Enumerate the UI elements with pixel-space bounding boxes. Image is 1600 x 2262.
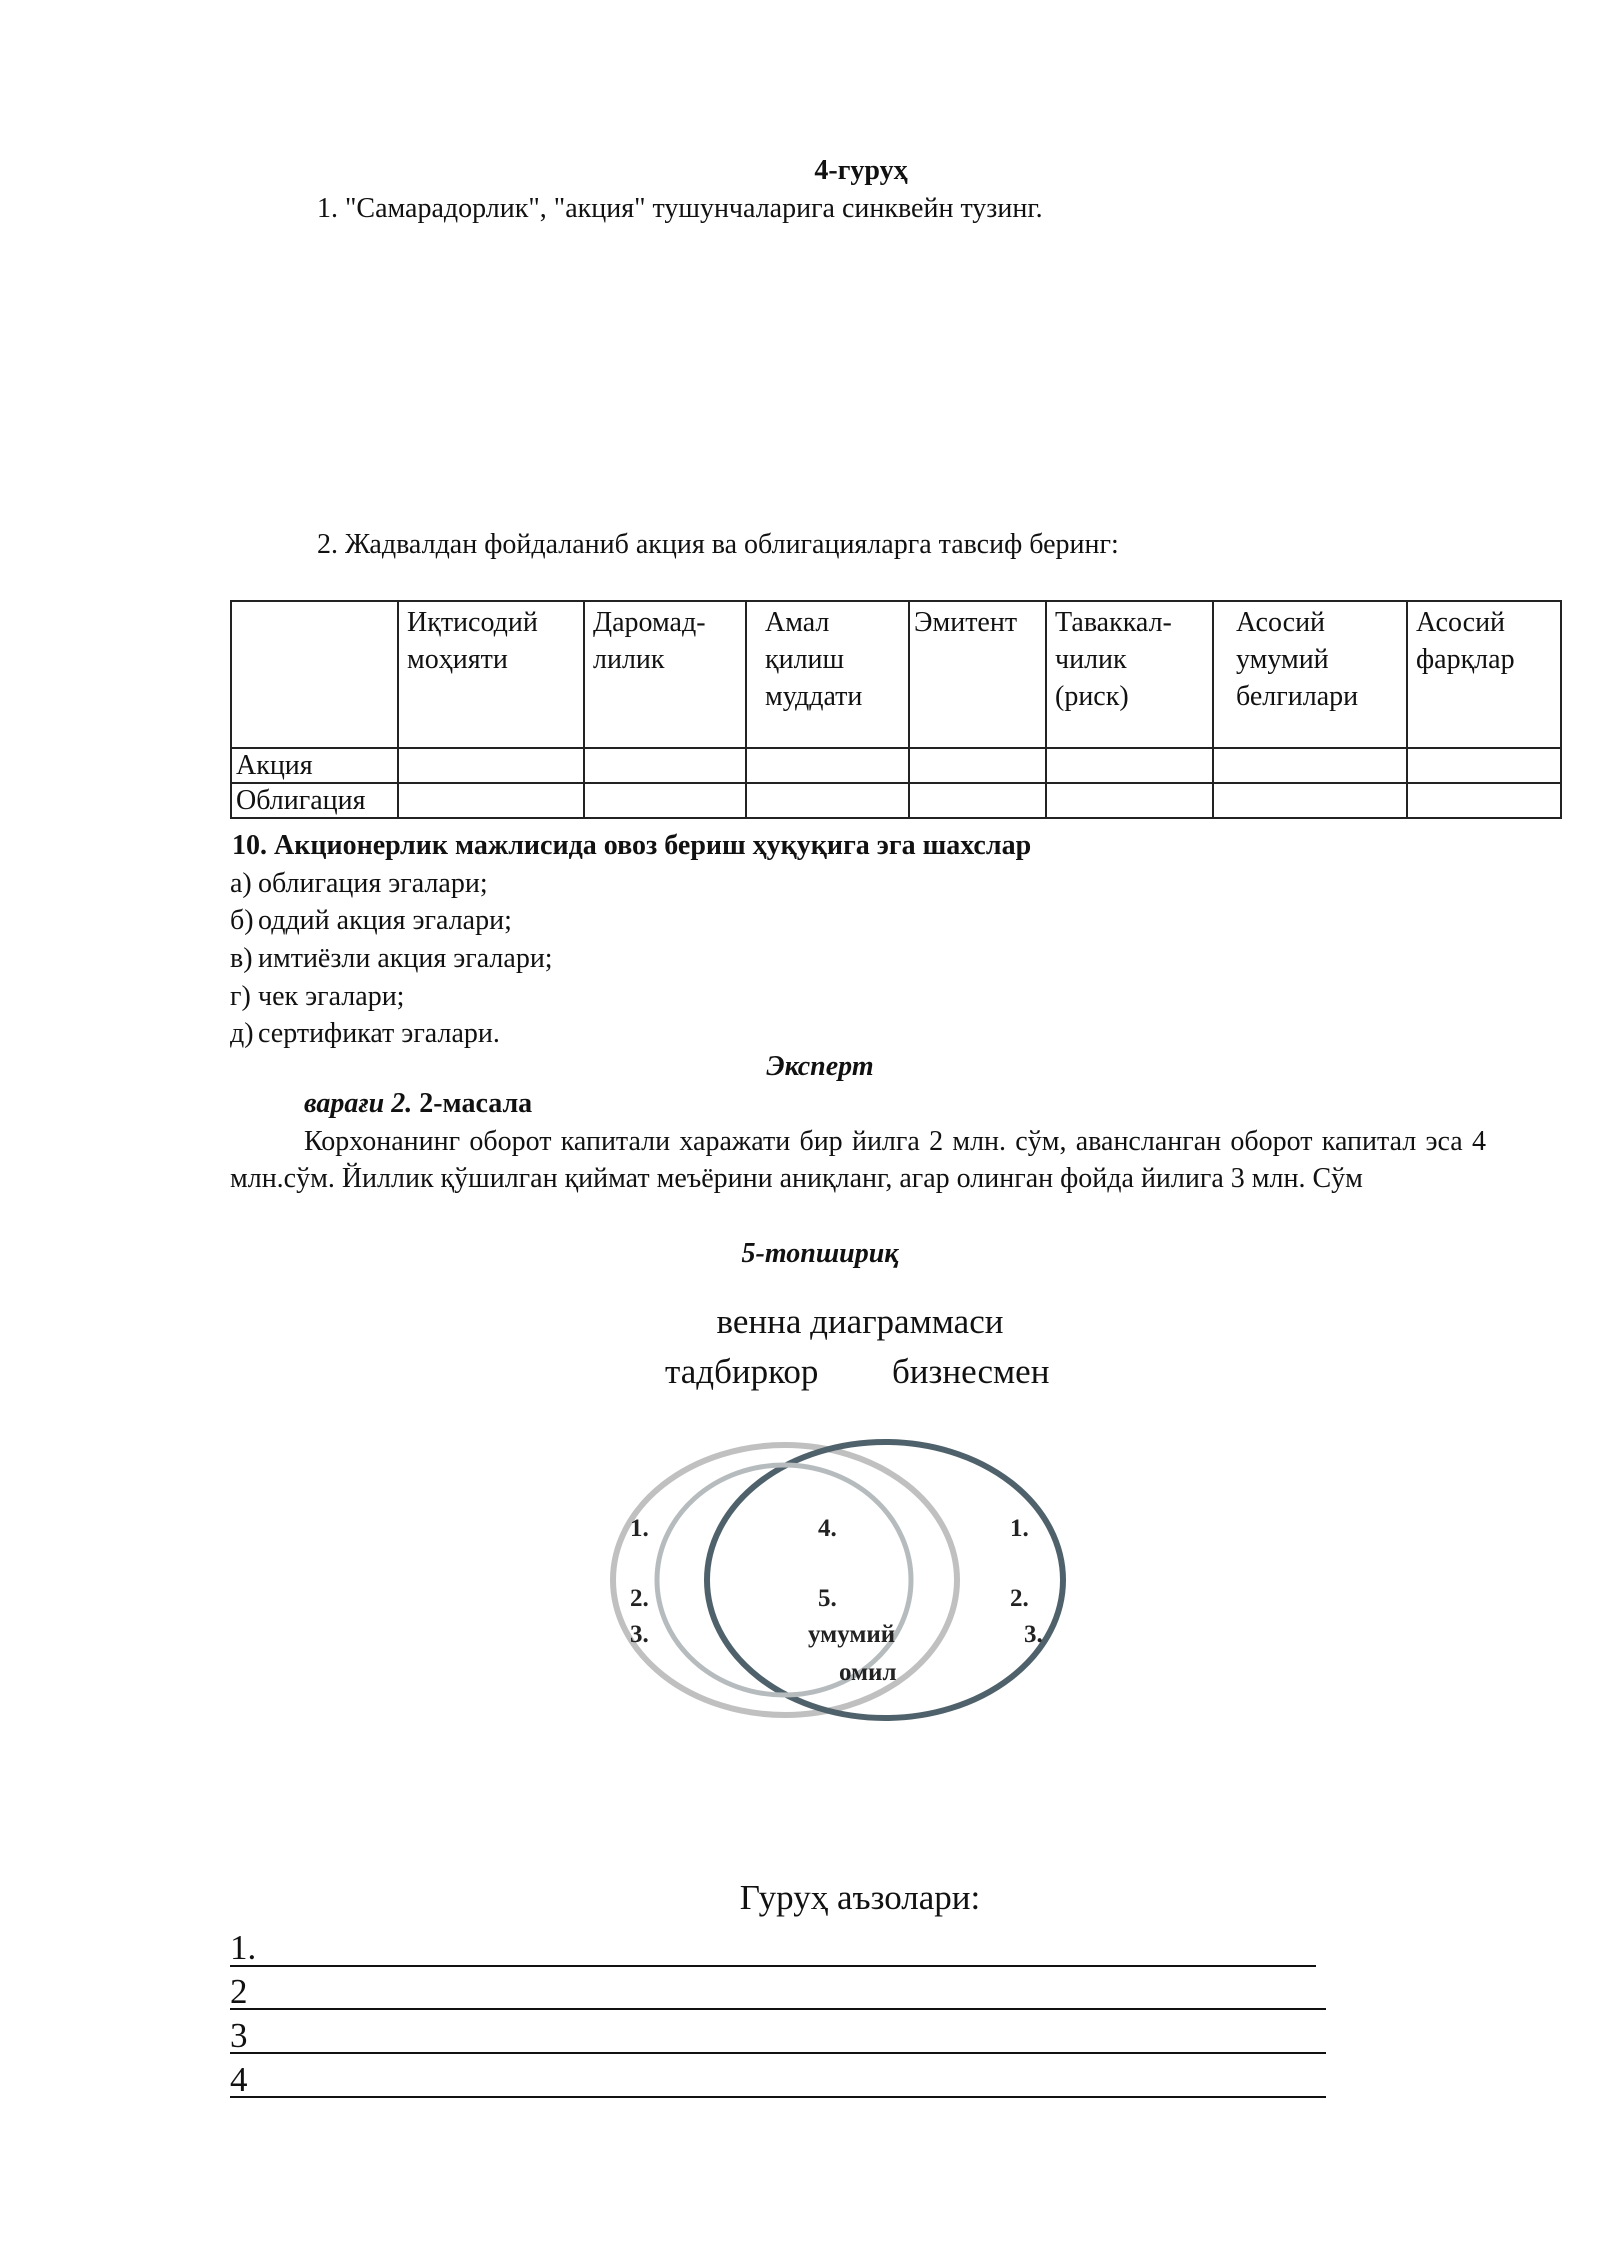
option-letter: г): [230, 981, 251, 1012]
table-cell[interactable]: [1213, 748, 1407, 783]
answer-option[interactable]: [230, 865, 488, 902]
venn-center-caption: умумий: [808, 1621, 896, 1648]
table-cell[interactable]: [909, 783, 1046, 818]
table-cell[interactable]: [584, 783, 746, 818]
option-text: сертификат эгалари.: [258, 1018, 500, 1049]
venn-left-item: 1.: [630, 1515, 649, 1542]
option-letter: б): [230, 905, 254, 936]
problem-heading: [304, 1085, 532, 1122]
table-cell[interactable]: [909, 748, 1046, 783]
table-header-row: [231, 601, 1561, 748]
problem-label: 2-масала: [419, 1088, 533, 1119]
member-input-line[interactable]: [230, 2052, 1326, 2054]
option-text: имтиёзли акция эгалари;: [258, 943, 553, 974]
venn-left-item: 3.: [630, 1621, 649, 1648]
member-input-line[interactable]: [230, 2096, 1326, 2098]
venn-right-item: 3.: [1024, 1621, 1043, 1648]
answer-option[interactable]: [230, 1015, 500, 1052]
header-cell-issuer: Эмитент: [909, 601, 1046, 748]
member-row[interactable]: [230, 1928, 256, 1968]
task-5-heading: 5-топшириқ: [741, 1238, 899, 1269]
characteristics-table: [230, 600, 1562, 819]
table-row: [231, 783, 1561, 818]
member-number: 3: [230, 2016, 248, 2055]
table-cell[interactable]: [1213, 783, 1407, 818]
member-number: 1.: [230, 1928, 257, 1967]
header-cell-risk: Таваккал- чилик (риск): [1046, 601, 1213, 748]
table-cell[interactable]: [746, 748, 909, 783]
venn-diagram: [550, 1425, 1190, 1735]
option-letter: в): [230, 943, 253, 974]
member-row[interactable]: [230, 2016, 248, 2056]
member-input-line[interactable]: [230, 1965, 1316, 1967]
table-cell[interactable]: [1046, 783, 1213, 818]
header-cell-profitability: Даромад- лилик: [584, 601, 746, 748]
venn-center-item: 5.: [818, 1585, 837, 1612]
header-cell-validity-period: Амал қилиш муддати: [746, 601, 909, 748]
table-cell[interactable]: [746, 783, 909, 818]
table-cell[interactable]: [398, 783, 584, 818]
venn-right-item: 1.: [1010, 1515, 1029, 1542]
sheet-label: варағи 2.: [304, 1088, 413, 1119]
group-title: 4-гуруҳ: [814, 155, 908, 186]
venn-title: венна диаграммаси: [716, 1302, 1004, 1341]
venn-left-label: тадбиркор: [665, 1352, 819, 1391]
member-number: 2: [230, 1972, 248, 2011]
venn-center-item: 4.: [818, 1515, 837, 1542]
header-cell-common-features: Асосий умумий белгилари: [1213, 601, 1407, 748]
table-cell[interactable]: [398, 748, 584, 783]
option-text: чек эгалари;: [258, 981, 405, 1012]
option-text: облигация эгалари;: [258, 868, 488, 899]
option-letter: а): [230, 868, 252, 899]
answer-option[interactable]: [230, 978, 404, 1015]
member-row[interactable]: [230, 2060, 248, 2100]
venn-left-circle: [613, 1445, 957, 1715]
member-row[interactable]: [230, 1972, 248, 2012]
header-cell-economic-essence: Иқтисодий моҳияти: [398, 601, 584, 748]
expert-heading: Эксперт: [766, 1051, 874, 1082]
table-cell[interactable]: [1046, 748, 1213, 783]
venn-left-item: 2.: [630, 1585, 649, 1612]
answer-option[interactable]: [230, 940, 553, 977]
table-cell[interactable]: [584, 748, 746, 783]
option-text: оддий акция эгалари;: [258, 905, 512, 936]
answer-option[interactable]: [230, 902, 512, 939]
table-cell[interactable]: [1407, 783, 1561, 818]
table-row: [231, 748, 1561, 783]
problem-text: Корхонанинг оборот капитали харажати бир йилга 2 млн. сўм, авансланган оборот капитал эса 4 млн.сўм. Йиллик қўшилган қиймат меъёрини аниқланг, агар олинган фойда йилига 3 млн. Сўм: [230, 1126, 1486, 1194]
row-label-bond: Облигация: [231, 783, 398, 818]
header-cell-differences: Асосий фарқлар: [1407, 601, 1561, 748]
table-cell[interactable]: [1407, 748, 1561, 783]
option-letter: д): [230, 1018, 254, 1049]
member-input-line[interactable]: [230, 2008, 1326, 2010]
question-10-title: 10. Акционерлик мажлисида овоз бериш ҳуқуқига эга шахслар: [232, 830, 1032, 861]
venn-right-label: бизнесмен: [892, 1352, 1050, 1391]
member-number: 4: [230, 2060, 248, 2099]
venn-center-caption: омил: [839, 1659, 897, 1686]
venn-right-item: 2.: [1010, 1585, 1029, 1612]
task-1-text: 1. "Самарадорлик", "акция" тушунчаларига синквейн тузинг.: [317, 193, 1043, 224]
members-title: Гуруҳ аъзолари:: [739, 1878, 981, 1917]
header-cell-corner: [231, 601, 398, 748]
row-label-stock: Акция: [231, 748, 398, 783]
task-2-text: 2. Жадвалдан фойдаланиб акция ва облигацияларга тавсиф беринг:: [317, 529, 1119, 560]
